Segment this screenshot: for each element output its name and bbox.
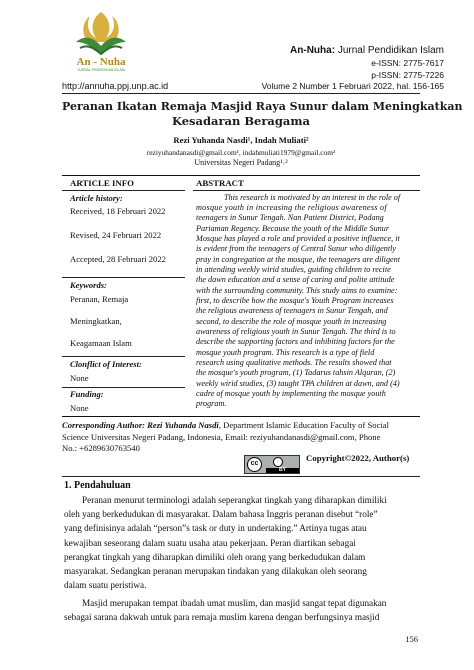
header-rule: [62, 93, 420, 94]
history-label: Article history:: [70, 193, 123, 203]
abstract-head-rule: [193, 190, 420, 191]
abstract-line: Mosque has played a role and provided a positive influence, it: [196, 234, 400, 243]
abstract-line: the mosque's youth program, (1) Tadarus tahsin Alquran, (2): [196, 368, 396, 377]
keyword-1: Peranan, Remaja: [70, 294, 129, 304]
by-person-icon: [273, 457, 283, 467]
journal-name-rest: Jurnal Pendidikan Islam: [335, 45, 444, 56]
cc-by-license-badge[interactable]: [244, 455, 300, 474]
abstract-line: the dawn education and a sense of caring and polite attitude: [196, 275, 395, 284]
info-rule-2: [62, 356, 185, 357]
abstract-line: program.: [196, 399, 227, 408]
by-label: BY: [279, 467, 286, 473]
authors: Rezi Yuhanda Nasdi¹, Indah Muliati²: [173, 135, 309, 145]
journal-name: [290, 45, 444, 56]
volume-info: Volume 2 Number 1 Februari 2022, hal. 156-165: [261, 81, 444, 91]
box-top-rule: [62, 175, 420, 176]
body-line: yang definisinya adalah “person”s task or duty in undertaking.” Artinya tugas atau: [64, 523, 367, 533]
corresponding-label: Corresponding Author: Rezi Yuhanda Nasdi: [62, 420, 219, 430]
conflict-value: None: [70, 373, 89, 383]
keyword-2: Meningkatkan,: [70, 316, 122, 326]
abstract-line: research using qualitative methods. The results showed that: [196, 358, 392, 367]
body-line: dalam suatu peristiwa.: [64, 580, 147, 590]
article-title-line2: Kesadaran Beragama: [171, 114, 310, 128]
abstract-line: mosque youth program. This research is a type of field: [196, 348, 375, 357]
abstract-line: first, to describe how the mosque's Youth Program increases: [196, 296, 394, 305]
corresponding-line3: No.: +6289630763540: [62, 443, 140, 453]
logo-subtext: JURNAL PENDIDIKAN ISLAM: [77, 68, 125, 72]
abstract-line: teenagers in Sunur Tengah. Nan Patient District, Padang: [196, 213, 384, 222]
section-heading: 1. Pendahuluan: [64, 480, 131, 491]
keywords-label: Keywords:: [70, 280, 107, 290]
article-title: [62, 99, 463, 129]
corresponding-dept: , Department Islamic Education Faculty of Social: [218, 420, 389, 430]
abstract-line: second, to describe the role of mosque youth in increasing: [196, 317, 387, 326]
author-emails: reziyuhandanasdi@gmail.com¹, indahmuliati1979@gmail.com²: [146, 148, 336, 157]
abstract-line: is evident from the teenagers of Central Sunur who diligently: [196, 244, 397, 253]
pissn: p-ISSN: 2775-7226: [371, 70, 444, 80]
abstract-line: with the surrounding community. This study aims to examine:: [196, 286, 398, 295]
corresponding-line2: Science Universitas Negeri Padang, Indonesia, Email: reziyuhandanasdi@gmail.com, Phone: [62, 431, 381, 442]
abstract-line: weekly wirid studies, (3) taught TPA children at dawn, and (4): [196, 379, 400, 388]
funding-value: None: [70, 403, 89, 413]
body-line: perangkat tingkah yang diharapkan dimiliki oleh orang yang berkedudukan dalam: [64, 552, 366, 562]
info-head-rule: [62, 190, 185, 191]
keyword-3: Keagamaan Islam: [70, 338, 132, 348]
logo-emblem-icon: [66, 8, 136, 60]
license-rule: [62, 476, 420, 477]
article-title-line1: Peranan Ikatan Remaja Masjid Raya Sunur dalam Meningkatkan: [62, 100, 463, 113]
conflict-label: Clonflict of Interest:: [70, 359, 142, 369]
body-line: masyarakat. Sedangkan peranan merupakan tindakan yang dilakukan oleh seorang: [64, 566, 367, 576]
journal-url[interactable]: http://annuha.ppj.unp.ac.id: [62, 81, 169, 91]
body-line: Masjid merupakan tempat ibadah umat muslim, dan masjid sangat tepat digunakan: [82, 598, 387, 608]
abstract-line: cadre of mosque youth by implementing the mosque youth: [196, 389, 386, 398]
abstract-line: pray in congregation at the mosque, the teenagers are diligent: [196, 255, 401, 264]
abstract-line: awareness of religious youth in Sunur Tengah. The third is to: [196, 327, 396, 336]
logo-text: An - Nuha: [76, 56, 126, 68]
body-line: kewajiban seseorang dalam suatu usaha atau pekerjaan. Peran diartikan sebagai: [64, 538, 356, 548]
affiliation: Universitas Negeri Padang¹˒²: [194, 158, 288, 167]
eissn: e-ISSN: 2775-7617: [371, 58, 444, 68]
info-rule-1: [62, 277, 185, 278]
corresponding-author: [62, 420, 422, 455]
accepted-date: Accepted, 28 Februari 2022: [70, 254, 166, 264]
abstract-line: mosque youth in increasing the religious awareness of: [196, 203, 387, 212]
copyright: Copyright©2022, Author(s): [306, 453, 410, 463]
page-number: 156: [405, 634, 418, 644]
abstract-heading: ABSTRACT: [196, 178, 244, 188]
abstract-line: This research is motivated by an interest in the role of: [224, 193, 401, 202]
abstract-line: the religious awareness of teenagers in Sunur Tengah, and: [196, 306, 388, 315]
body-line: Peranan menurut terminologi adalah seperangkat tingkah yang diharapkan dimiliki: [82, 495, 387, 505]
box-bottom-rule: [62, 416, 420, 417]
cc-icon: cc: [247, 457, 262, 472]
body-line: oleh yang berkedudukan di masyarakat. Dalam bahasa Inggris peranan disebut “role”: [64, 509, 378, 519]
funding-label: Funding:: [70, 389, 104, 399]
abstract-line: in attending weekly wirid studies, guiding children to recite: [196, 265, 391, 274]
revised-date: Revised, 24 Februari 2022: [70, 230, 162, 240]
journal-name-prefix: An-Nuha:: [290, 45, 336, 56]
abstract-line: describe the supporting factors and inhibiting factors for the: [196, 337, 395, 346]
body-line: sebagai sarana dakwah untuk para remaja muslim karena dengan berfungsinya masjid: [64, 612, 380, 622]
journal-logo: [66, 8, 136, 74]
article-info-heading: ARTICLE INFO: [70, 178, 134, 188]
received-date: Received, 18 Februari 2022: [70, 206, 166, 216]
abstract-line: Pariaman Regency. Because the youth of the Middle Sunur: [196, 224, 390, 233]
info-rule-3: [62, 387, 185, 388]
